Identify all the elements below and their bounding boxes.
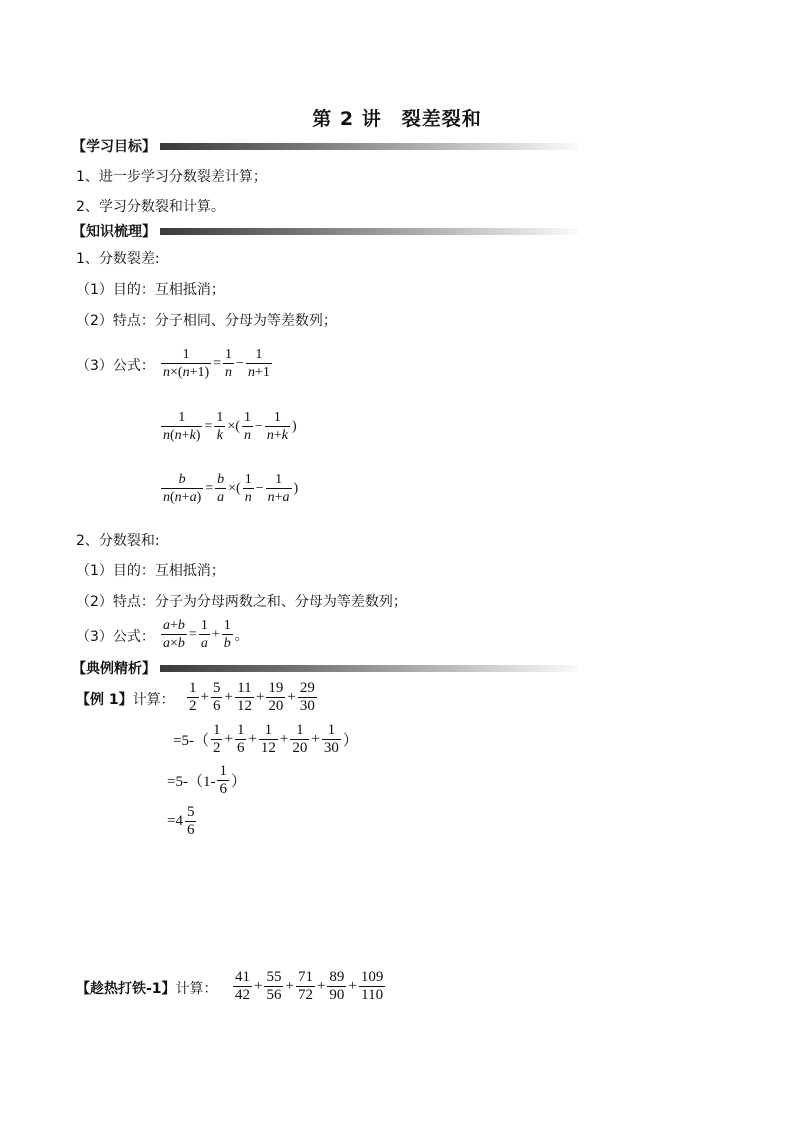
fraction [290,722,309,757]
fraction [235,722,247,757]
denominator: 72 [297,987,313,1003]
example1-tag: 【例 1】 [76,692,133,708]
denominator: 6 [219,781,227,797]
plus-sign: + [348,978,357,994]
section-label: 【知识梳理】 [72,224,156,240]
numerator: 1 [264,722,273,738]
numerator: 89 [329,969,345,985]
split-diff-purpose: （1）目的：互相抵消； [76,282,225,298]
plus-sign: + [287,689,296,705]
formula-split-diff-2: $\frac{1}{n(n+k)}$ = $\frac{1}{k}$ ×( $\frac{1}{n}$ − $\frac{1}{n+k}$ ) [163,410,297,443]
split-sum-formula-label: （3）公式： [76,629,155,645]
fraction [187,680,199,715]
split-sum-purpose: （1）目的：互相抵消； [76,563,225,579]
numerator: 5 [186,804,195,820]
fraction [217,763,229,798]
denominator: 56 [266,987,282,1003]
split-diff-feature: （2）特点：分子相同、分母为等差数列； [76,313,337,329]
denominator: 6 [186,822,195,838]
step-prefix: =5-（ [173,733,209,749]
denominator: 30 [323,740,339,756]
numerator: 11 [237,680,252,696]
section-label: 【典例精析】 [72,661,156,677]
fraction [211,680,223,715]
fraction [298,680,317,715]
denominator: 42 [235,987,250,1003]
formula-split-diff-3: $\frac{b}{n(n+a)}$ = $\frac{b}{a}$ ×( $\frac{1}{n}$ − $\frac{1}{n+a}$ ) [163,472,299,505]
result-whole: =4 [167,813,183,829]
example1-step-1 [172,722,359,757]
denominator: 20 [268,698,284,714]
split-sum-feature: （2）特点：分子为分母两数之和、分母为等差数列； [76,594,407,610]
section-divider-bar [160,228,578,235]
plus-sign: + [255,689,265,705]
fraction [296,969,315,1004]
numerator: 1 [296,722,304,738]
goal-item: 2、学习分数裂和计算。 [76,199,225,215]
denominator: 12 [260,740,276,756]
numerator: 19 [268,680,284,696]
example1-expression [186,680,318,715]
practice1-prompt: 计算： [175,981,218,997]
step-suffix: ） [230,774,246,790]
fraction [185,804,197,839]
denominator: 2 [212,740,221,756]
plus-sign: + [279,731,289,747]
practice1-tag: 【趁热打铁-1】 [76,981,176,997]
denominator: 2 [189,698,197,714]
plus-sign: + [224,689,233,705]
example1-label [76,690,175,710]
numerator: 41 [235,969,250,985]
fraction [327,969,346,1004]
split-diff-heading: 1、分数裂差: [76,251,160,267]
page-title: 第 2 讲 裂差裂和 [312,108,482,130]
formula-split-diff-1: $\frac{1}{n\times(n+1)}$ = $\frac{1}{n}$ − $\frac{1}{n+1}$ [163,347,270,380]
numerator: 1 [189,680,197,696]
plus-sign: + [285,978,294,994]
fraction [264,969,283,1004]
plus-sign: + [311,731,320,747]
example1-step-2 [166,763,247,798]
denominator: 20 [292,740,308,756]
plus-sign: + [248,731,257,747]
fraction [266,680,285,715]
split-diff-formula-label: （3）公式： [76,358,155,374]
denominator: 6 [212,698,221,714]
fraction [259,722,278,757]
fraction [359,969,386,1004]
section-divider-bar [160,143,578,150]
numerator: 1 [236,722,245,738]
numerator: 1 [219,763,227,779]
denominator: 110 [359,986,386,1004]
step-suffix: ） [342,733,358,749]
denominator: 6 [236,740,245,756]
numerator: 5 [212,680,221,696]
fraction [233,969,252,1004]
denominator: 12 [236,698,252,714]
section-label: 【学习目标】 [72,139,156,155]
numerator: 29 [299,680,315,696]
step-terms [210,722,342,756]
denominator: 90 [329,987,345,1003]
denominator: 30 [299,698,315,714]
plus-sign: + [254,978,263,994]
fraction [322,722,341,757]
goal-item: 1、进一步学习分数裂差计算； [76,169,267,185]
practice1-label [76,979,218,999]
numerator: 71 [297,969,313,985]
section-divider-bar [160,665,578,672]
step-prefix: =5-（1- [167,774,216,790]
numerator: 109 [360,969,384,985]
numerator: 55 [266,969,282,985]
formula-split-sum: $\frac{a+b}{a\times b}$ = $\frac{1}{a}$ + $\frac{1}{b}$ 。 [163,618,249,651]
example1-result [166,804,197,839]
numerator: 1 [327,722,336,738]
example1-prompt: 计算： [132,692,175,708]
split-sum-heading: 2、分数裂和: [76,533,160,549]
plus-sign: + [224,731,233,747]
fraction [235,680,254,715]
plus-sign: + [316,978,326,994]
plus-sign: + [200,689,209,705]
fraction [211,722,223,757]
practice1-expression [232,969,386,1004]
numerator: 1 [212,722,221,738]
